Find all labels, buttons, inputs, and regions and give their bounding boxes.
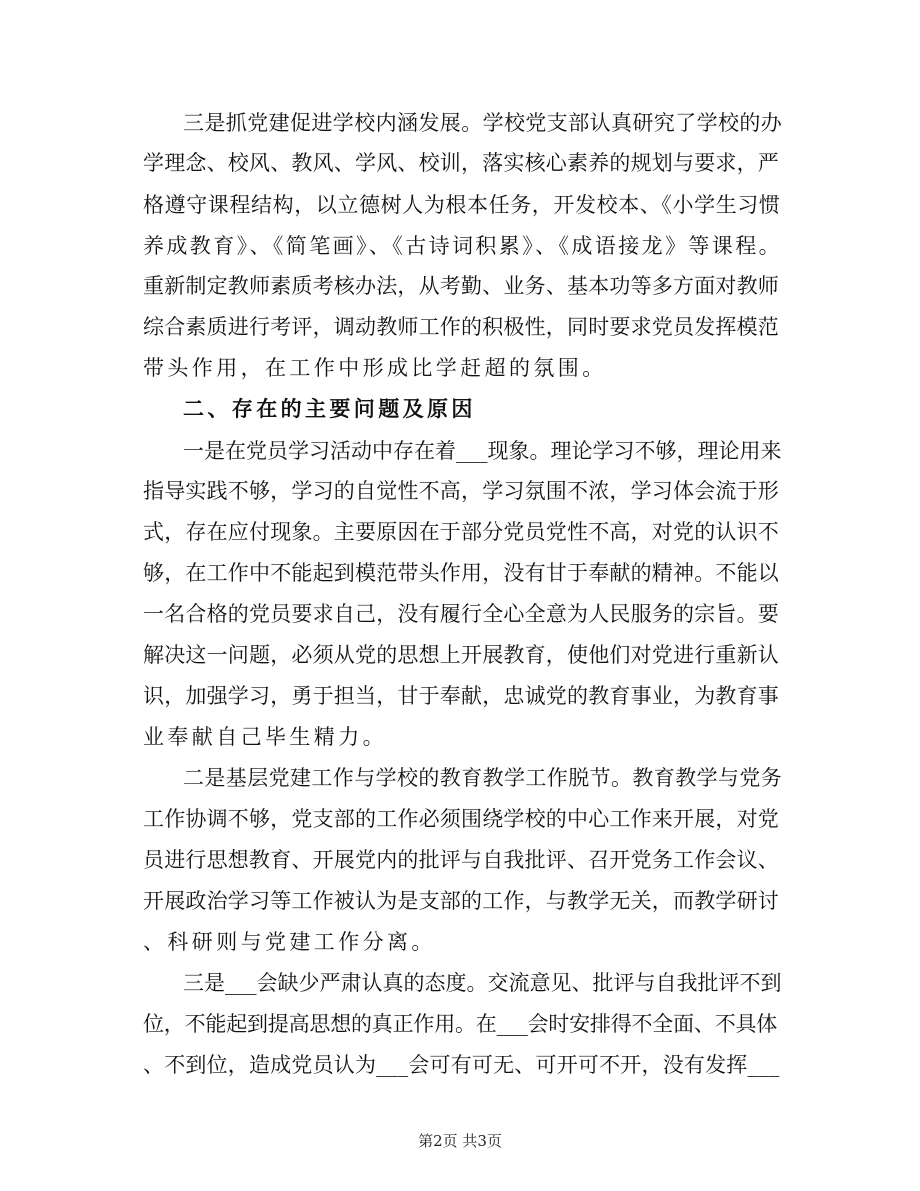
paragraph-1-line-4: 养成教育》、《简笔画》、《古诗词积累》、《成语接龙》等课程。	[143, 234, 782, 258]
section-heading: 二、存在的主要问题及原因	[183, 396, 476, 421]
paragraph-2-line-5: 一名合格的党员要求自己，没有履行全心全意为人民服务的宗旨。要	[143, 602, 779, 626]
paragraph-2-line-7: 识，加强学习，勇于担当，甘于奉献，忠诚党的教育事业，为教育事	[143, 684, 779, 708]
paragraph-2-line-4: 够，在工作中不能起到模范带头作用，没有甘于奉献的精神。不能以	[143, 561, 779, 585]
paragraph-1-line-5: 重新制定教师素质考核办法，从考勤、业务、基本功等多方面对教师	[143, 274, 779, 298]
paragraph-2-line-3: 式，存在应付现象。主要原因在于部分党员党性不高，对党的认识不	[143, 520, 779, 544]
paragraph-2-line-6: 解决这一问题，必须从党的思想上开展教育，使他们对党进行重新认	[143, 643, 779, 667]
paragraph-2-line-8: 业奉献自己毕生精力。	[143, 725, 387, 749]
paragraph-2-line-2: 指导实践不够，学习的自觉性不高，学习氛围不浓，学习体会流于形	[143, 479, 779, 503]
paragraph-4-line-2: 位，不能起到提高思想的真正作用。在___会时安排得不全面、不具体	[143, 1012, 778, 1036]
paragraph-1-line-2: 学理念、校风、教风、学风、校训，落实核心素养的规划与要求，严	[143, 151, 779, 175]
paragraph-3-line-4: 开展政治学习等工作被认为是支部的工作，与教学无关，而教学研讨	[143, 889, 779, 913]
paragraph-4-line-1: 三是___会缺少严肃认真的态度。交流意见、批评与自我批评不到	[183, 971, 782, 995]
paragraph-4-line-3: 、不到位，造成党员认为___会可有可无、可开可不开，没有发挥___	[143, 1053, 780, 1077]
paragraph-1-line-3: 格遵守课程结构，以立德树人为根本任务，开发校本、《小学生习惯	[143, 193, 781, 217]
paragraph-3-line-5: 、科研则与党建工作分离。	[143, 930, 436, 954]
paragraph-2-line-1: 一是在党员学习活动中存在着___现象。理论学习不够，理论用来	[183, 439, 782, 463]
paragraph-3-line-3: 员进行思想教育、开展党内的批评与自我批评、召开党务工作会议、	[143, 848, 779, 872]
paragraph-1-line-6: 综合素质进行考评，调动教师工作的积极性，同时要求党员发挥模范	[143, 315, 779, 339]
page-number: 第2页 共3页	[418, 1132, 502, 1150]
paragraph-3-line-1: 二是基层党建工作与学校的教育教学工作脱节。教育教学与党务	[183, 766, 783, 790]
paragraph-1-line-7: 带头作用，在工作中形成比学赶超的氛围。	[143, 356, 607, 380]
paragraph-3-line-2: 工作协调不够，党支部的工作必须围绕学校的中心工作来开展，对党	[143, 807, 779, 831]
paragraph-1-line-1: 三是抓党建促进学校内涵发展。学校党支部认真研究了学校的办	[183, 111, 783, 135]
